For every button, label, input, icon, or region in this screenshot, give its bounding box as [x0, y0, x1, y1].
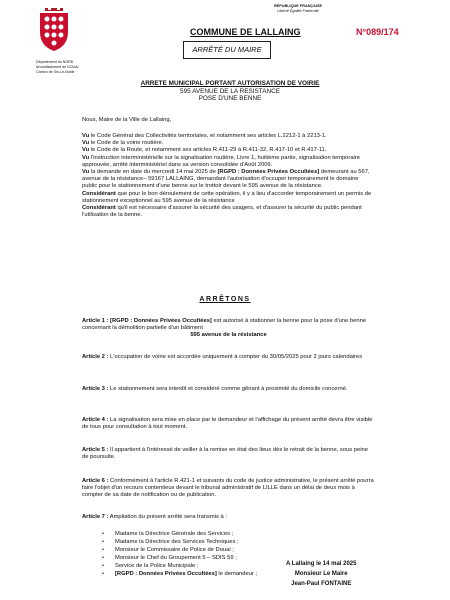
commune-name: COMMUNE DE LALLAING — [190, 27, 301, 37]
intro-text: Nous, Maire de la Ville de Lallaing, — [82, 117, 172, 123]
signature-date: A Lallaing le 14 mai 2025 — [286, 561, 357, 567]
consideration-item: Vu l'instruction interministérielle sur la signalisation routière, Livre 1, huitième partie, signalisation temporaire approuvée, arrêté interministériel dans sa version consolidée d'Août 2009. — [82, 154, 360, 168]
recipient-item: • Service de la Police Municipale ; — [82, 562, 375, 570]
article-7: Article 7 : Ampliation du présent arrêté sera transmis à : — [82, 514, 227, 520]
decree-number: N°089/174 — [356, 27, 399, 37]
title-line-3: POSE D'UNE BENNE — [198, 95, 262, 103]
department-info: Département du NORD Arrondissement de DOUAI Canton de Sin-Le-Noble — [36, 60, 79, 74]
article-1: Article 1 : [RGPD : Données Privées Occultées] est autorisé à stationner la benne pour la pose d'une benne concernant la démolition partielle d'un bâtiment 595 avenue de la résistance — [82, 318, 367, 339]
recipient-item: • Monsieur le Commissaire de Police de Douai ; — [82, 546, 375, 554]
article-2: Article 2 : L'occupation de voirie est accordée uniquement à compter du 30/05/2025 pour 2 jours calendaires — [82, 354, 363, 360]
title-line-2: 595 AVENUE DE LA RESISTANCE — [180, 87, 280, 95]
article-6: Article 6 : Conformément à l'article R.421-1 et suivants du code de justice administrative, le présent arrêté pourra faire l'objet d'un recours contentieux devant le tribunal administratif de LILLE dans un délai de deux mois à compter de sa date de notification ou de publication. — [82, 478, 374, 499]
republic-header: RÉPUBLIQUE FRANÇAISE Liberté Égalité Fraternité — [273, 4, 323, 13]
consideration-item: Vu la demande en date du mercredi 14 mai 2025 de [RGPD : Données Privées Occultées] demeurant au 567, avenue de la résistance– 59167 LALLAING, demandant l'autorisation d'occuper temporairement le domaine public pour le stationnement d'une benne sur le trottoir devant le 595 avenue de la résistance. — [82, 169, 370, 190]
arretons-heading: ARRÊTONS — [199, 296, 251, 303]
consideration-item: Considérant qu'il est nécessaire d'assurer la sécurité des usagers, et d'assurer la sécurité du public pendant l'utilisation de la benne. — [82, 205, 362, 219]
article-5: Article 5 : Il appartient à l'intéressé de veiller à la remise en état des lieux dès le retrait de la benne, sous peine de poursuite. — [82, 447, 368, 461]
signature-name: Jean-Paul FONTAINE — [291, 581, 352, 587]
signature-title: Monsieur Le Maire — [294, 571, 348, 577]
consideration-item: Vu le Code de la Route, et notamment ses articles R.411-29 à R.411-32, R.417-10 et R.417-11. — [82, 147, 327, 154]
article-4: Article 4 : La signalisation sera mise en place par le demandeur et l'affichage du présent arrêté devra être visible de tous pour consultation à tout moment. — [82, 417, 373, 431]
title-line-1: ARRETE MUNICIPAL PORTANT AUTORISATION DE VOIRIE — [140, 80, 320, 87]
recipient-item: • Madame la Directrice des Services Techniques ; — [82, 538, 375, 546]
recipient-item: • Monsieur le Chef du Groupement 5 – SDIS 59 ; — [82, 554, 375, 562]
recipient-item: • Madame la Directrice Générale des Services ; — [82, 530, 375, 538]
consideration-item: Vu le Code Général des Collectivités territoriales, et notamment ses articles L.2212-1 à 2213-1. — [82, 133, 327, 139]
recipient-item: • [RGPD : Données Privées Occultées] le demandeur ; — [82, 570, 375, 578]
decree-title — [90, 80, 370, 103]
consideration-item: Considérant que pour le bon déroulement de cette opération, il y a lieu d'accorder temporairement un permis de stationnement exceptionnel au 595 avenue de la résistance — [82, 190, 372, 204]
commune-coat-of-arms-logo — [36, 6, 72, 52]
signature-block — [286, 559, 356, 589]
article-3: Article 3 : Le stationnement sera interdit et considéré comme gênant à proximité du domicile concerné. — [82, 386, 348, 392]
considerations — [82, 133, 375, 219]
consideration-item: Vu le Code de la voirie routière. — [82, 140, 164, 147]
decree-type-box: ARRÊTÉ DU MAIRE — [183, 41, 271, 59]
